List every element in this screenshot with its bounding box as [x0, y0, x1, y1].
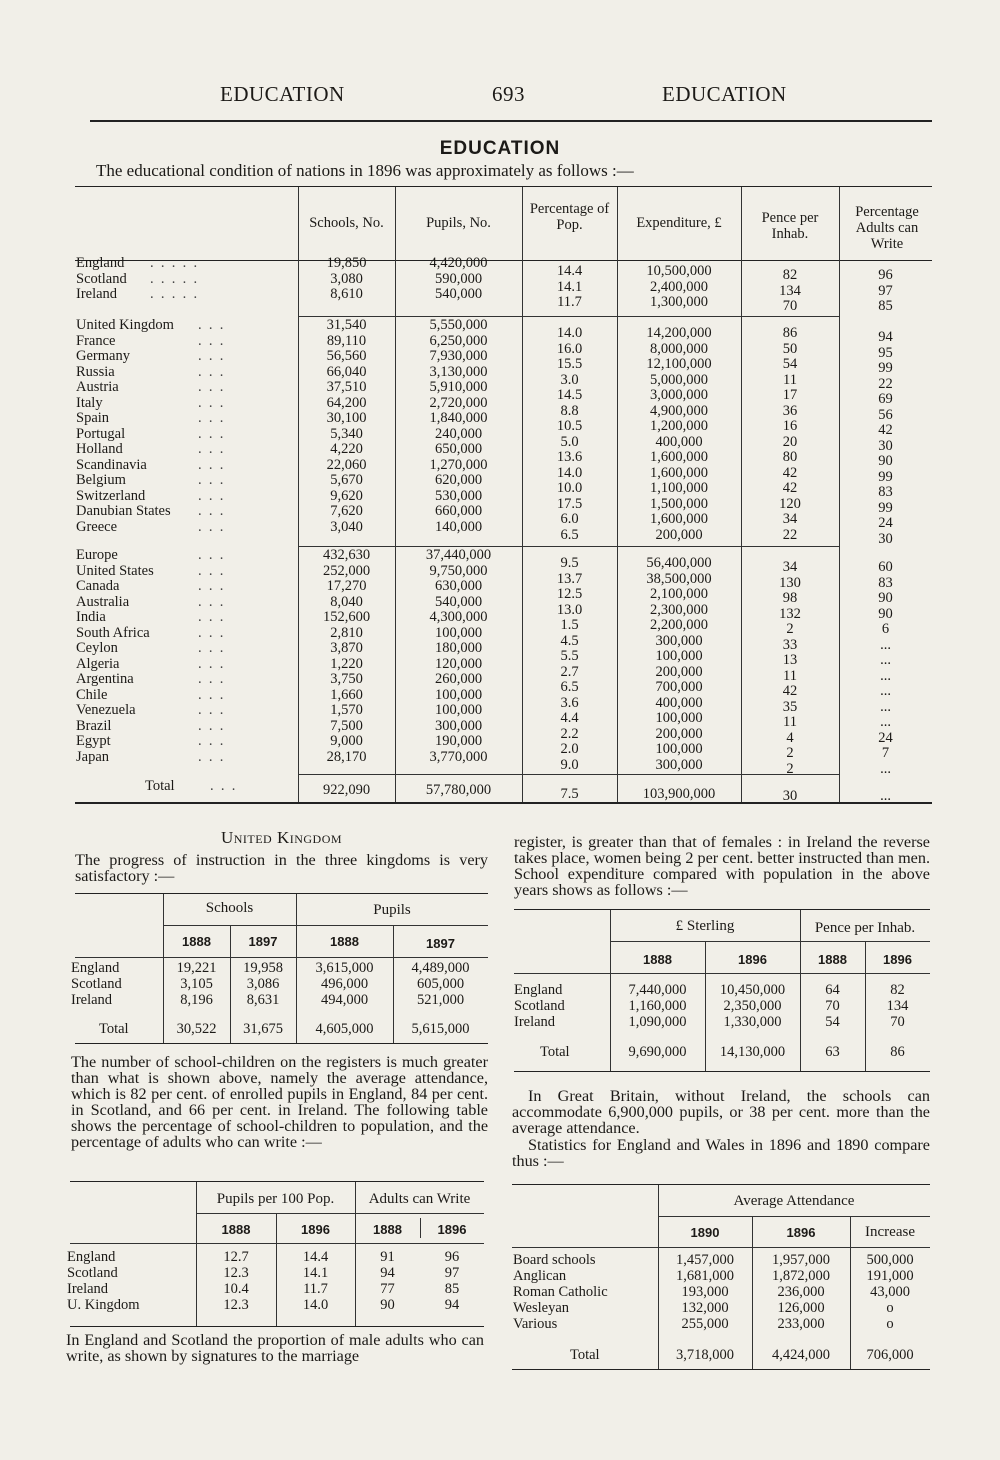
total-label: Total	[145, 778, 175, 794]
table3-top-rule	[514, 909, 930, 910]
row-label: Various	[513, 1316, 558, 1332]
row-label: Total	[99, 1021, 129, 1037]
table-cell: 19,958	[243, 960, 283, 976]
right-paragraph-1: register, is greater than that of females : in Ireland the reverse takes place, women being 2 per cent. better instructed than men. School expenditure compared with population in the above years shows as follows :—	[514, 833, 930, 899]
right-paragraph-3: Statistics for England and Wales in 1896 and 1890 compare thus :—	[512, 1136, 930, 1170]
write-group3: 60 83 90 90 6 ... ... ... ... ... ... 24 7 ...	[878, 559, 893, 777]
exp-group2: 14,200,000 8,000,000 12,100,000 5,000,000 3,000,000 4,900,000 1,200,000 400,000 1,600,000 1,600,000 1,100,000 1,500,000 1,600,000 200,000	[646, 325, 712, 543]
t4-increase-header: Increase	[865, 1224, 915, 1240]
write-group1: 96 97 85	[878, 267, 893, 314]
pence-group1: 82 134 70	[779, 267, 801, 314]
pence-group2: 86 50 54 11 17 36 16 20 80 42 42 120 34 22	[779, 325, 801, 543]
row-label: Wesleyan	[513, 1300, 570, 1316]
table-top-rule	[75, 186, 932, 187]
table-cell: 1,090,000	[628, 1014, 687, 1030]
right-paragraph-2: In Great Britain, without Ireland, the schools can accommodate 6,900,000 pupils, or 38 per cent. more than the average attendance.	[512, 1087, 930, 1137]
pupils-group1: 4,420,000 590,000 540,000	[429, 255, 488, 302]
table-cell: 500,000	[866, 1252, 914, 1268]
t4-rule	[658, 1216, 930, 1217]
t1-rule	[163, 925, 488, 926]
table-cell: 255,000	[681, 1316, 729, 1332]
page-number: 693	[492, 82, 525, 106]
t2-group-adults: Adults can Write	[368, 1191, 471, 1207]
table-cell: 94	[380, 1265, 395, 1281]
table-cell: 12.3	[223, 1265, 249, 1281]
total-write: ...	[880, 788, 891, 804]
table-cell: 521,000	[416, 992, 465, 1008]
table-cell: 5,615,000	[411, 1021, 470, 1037]
row-label: Total	[540, 1044, 570, 1060]
write-group2: 94 95 99 22 69 56 42 30 90 99 83 99 24 30	[878, 329, 893, 547]
row-label: U. Kingdom	[67, 1297, 140, 1313]
t2-year: 1888	[221, 1222, 251, 1237]
group-rule	[298, 316, 839, 317]
table-cell: 1,957,000	[772, 1252, 830, 1268]
table2-top-rule	[70, 1181, 484, 1182]
table-cell: 90	[380, 1297, 395, 1313]
table-cell: 132,000	[681, 1300, 729, 1316]
table-cell: 2,350,000	[723, 998, 782, 1014]
uk-heading: United Kingdom	[220, 828, 343, 847]
table-cell: 496,000	[320, 976, 369, 992]
country-names-group1: England Scotland Ireland	[76, 255, 127, 302]
group-rule	[298, 546, 839, 547]
row-label: Ireland	[67, 1281, 109, 1297]
table-cell: 70	[890, 1014, 905, 1030]
table-cell: 10,450,000	[719, 982, 786, 998]
uk-paragraph: The number of school-children on the registers is much greater than what is shown above, namely the average attendance, which is 82 per cent. of enrolled pupils in England, 84 per cent. in Scotland, and 66 per cent. in Ireland. The following table shows the percentage of school-children to population, and the percentage of adults who can write :—	[71, 1053, 488, 1151]
table-cell: 54	[825, 1014, 840, 1030]
table-cell: 91	[380, 1249, 395, 1265]
pct-group3: 9.5 13.7 12.5 13.0 1.5 4.5 5.5 2.7 6.5 3.6 4.4 2.2 2.0 9.0	[556, 555, 583, 773]
table-cell: 97	[444, 1265, 460, 1281]
pct-group2: 14.0 16.0 15.5 3.0 14.5 8.8 10.5 5.0 13.6 14.0 10.0 17.5 6.0 6.5	[556, 325, 583, 543]
t4-rule	[512, 1247, 930, 1248]
leader-dots: . . . . . . . . . . . . . . .	[150, 255, 198, 302]
t2-year: 1888	[373, 1222, 402, 1237]
table-cell: 706,000	[866, 1347, 914, 1363]
table-cell: 96	[444, 1249, 460, 1265]
uk-intro: The progress of instruction in the three kingdoms is very satisfactory :—	[75, 851, 488, 885]
exp-group3: 56,400,000 38,500,000 2,100,000 2,300,000 2,200,000 300,000 100,000 200,000 700,000 400,000 100,000 200,000 100,000 300,000	[646, 555, 712, 773]
t3-rule	[514, 973, 930, 974]
running-head-left: EDUCATION	[220, 82, 345, 106]
table-cell: 77	[380, 1281, 395, 1297]
table-cell: o	[886, 1300, 894, 1316]
t1-group-schools: Schools	[205, 900, 254, 916]
total-pct: 7.5	[560, 786, 579, 802]
table-cell: o	[886, 1316, 894, 1332]
row-label: Ireland	[71, 992, 113, 1008]
leader-dots: . . .	[210, 778, 236, 794]
t1-group-pupils: Pupils	[373, 902, 411, 918]
t2-year: 1896	[301, 1222, 330, 1237]
table-cell: 30,522	[176, 1021, 217, 1037]
pence-group3: 34 130 98 132 2 33 13 11 42 35 11 4 2 2	[779, 559, 801, 777]
col-header-pence: Pence per Inhab.	[761, 210, 819, 242]
t3-year: 1896	[738, 952, 767, 967]
header-rule	[90, 120, 932, 122]
table-cell: 7,440,000	[628, 982, 687, 998]
t3-bottom-rule	[514, 1071, 930, 1072]
table-cell: 86	[890, 1044, 905, 1060]
table-cell: 12.7	[223, 1249, 249, 1265]
table-cell: 11.7	[303, 1281, 328, 1297]
total-schools: 922,090	[322, 782, 371, 798]
leader-dots: . . . . . . . . . . . . . . . . . . . . . . . . . . . . . . . . . . . . . . . . . .	[198, 547, 224, 765]
table-cell: 3,086	[246, 976, 280, 992]
country-names	[76, 256, 127, 303]
schools-group2: 31,540 89,110 56,560 66,040 37,510 64,200 30,100 5,340 4,220 22,060 5,670 9,620 7,620 3,040	[326, 317, 367, 535]
col-header-adults-write: Percentage Adults can Write	[855, 204, 919, 252]
table-cell: 9,690,000	[628, 1044, 687, 1060]
t1-year: 1897	[426, 936, 455, 951]
country-names-group2: United Kingdom France Germany Russia Austria Italy Spain Portugal Holland Scandinavia Belgium Switzerland Danubian States Greece	[76, 317, 174, 535]
pct-group1: 14.4 14.1 11.7	[556, 263, 583, 310]
table-cell: 43,000	[870, 1284, 910, 1300]
table-cell: 63	[825, 1044, 840, 1060]
table-cell: 605,000	[416, 976, 465, 992]
row-label: Roman Catholic	[513, 1284, 608, 1300]
table-cell: 233,000	[777, 1316, 825, 1332]
row-label: England	[71, 960, 120, 976]
table-cell: 1,330,000	[723, 1014, 782, 1030]
t4-bottom-rule	[512, 1369, 930, 1370]
page-title: EDUCATION	[439, 138, 561, 159]
table-cell: 4,605,000	[315, 1021, 374, 1037]
t2-group-pupils: Pupils per 100 Pop.	[216, 1191, 335, 1207]
leader-dots: . . . . . . . . . . . . . . . . . . . . . . . . . . . . . . . . . . . . . . . . . .	[198, 317, 224, 535]
row-label: Scotland	[67, 1265, 118, 1281]
table4-top-rule	[512, 1184, 930, 1185]
t3-group-pence: Pence per Inhab.	[814, 920, 916, 936]
table-cell: 14,130,000	[719, 1044, 786, 1060]
t4-year: 1890	[690, 1225, 720, 1240]
table-cell: 8,631	[246, 992, 280, 1008]
t4-group: Average Attendance	[733, 1193, 855, 1209]
row-label: Ireland	[514, 1014, 556, 1030]
row-label: Scotland	[514, 998, 565, 1014]
t4-year: 1896	[786, 1225, 816, 1240]
t3-year: 1896	[883, 952, 912, 967]
t3-rule	[610, 941, 930, 942]
row-label: Scotland	[71, 976, 122, 992]
t1-bottom-rule	[75, 1043, 488, 1044]
col-header-schools: Schools, No.	[309, 215, 384, 231]
table-cell: 1,681,000	[676, 1268, 734, 1284]
row-label: England	[514, 982, 563, 998]
uk-paragraph-2: In England and Scotland the proportion of male adults who can write, as shown by signatures to the marriage	[66, 1331, 484, 1365]
table-cell: 3,718,000	[676, 1347, 734, 1363]
row-label: Anglican	[513, 1268, 567, 1284]
schools-group3: 432,630 252,000 17,270 8,040 152,600 2,810 3,870 1,220 3,750 1,660 1,570 7,500 9,000 28,170	[322, 547, 371, 765]
t1-year: 1888	[182, 934, 211, 949]
t1-year: 1897	[248, 934, 278, 949]
country-names-group3: Europe United States Canada Australia India South Africa Ceylon Algeria Argentina Chile Venezuela Brazil Egypt Japan	[76, 547, 154, 765]
table-cell: 82	[890, 982, 905, 998]
t2-year: 1896	[437, 1222, 467, 1237]
table-cell: 134	[886, 998, 909, 1014]
col-header-percentage: Percentage of Pop.	[529, 201, 610, 233]
t3-year: 1888	[818, 952, 847, 967]
table-cell: 236,000	[777, 1284, 825, 1300]
table-cell: 1,872,000	[772, 1268, 830, 1284]
table-cell: 31,675	[243, 1021, 283, 1037]
exp-group1: 10,500,000 2,400,000 1,300,000	[646, 263, 712, 310]
t2-rule	[196, 1213, 484, 1214]
table-cell: 193,000	[681, 1284, 729, 1300]
pupils-group3: 37,440,000 9,750,000 630,000 540,000 4,300,000 100,000 180,000 120,000 260,000 100,000 100,000 300,000 190,000 3,770,000	[425, 547, 492, 765]
table-cell: 494,000	[320, 992, 369, 1008]
table-cell: 3,615,000	[315, 960, 374, 976]
table-cell: 8,196	[180, 992, 213, 1008]
t3-year: 1888	[643, 952, 672, 967]
table-cell: 85	[444, 1281, 460, 1297]
table-cell: 126,000	[777, 1300, 825, 1316]
t3-group-sterling: £ Sterling	[675, 918, 735, 934]
table-cell: 14.0	[302, 1297, 329, 1313]
table-cell: 1,160,000	[628, 998, 687, 1014]
table-cell: 70	[825, 998, 840, 1014]
t1-rule	[75, 957, 488, 958]
table-cell: 14.4	[302, 1249, 329, 1265]
table1-top-rule	[75, 893, 488, 894]
t2-rule	[70, 1243, 484, 1244]
table-cell: 4,424,000	[772, 1347, 830, 1363]
row-label: England	[67, 1249, 116, 1265]
table-cell: 12.3	[223, 1297, 249, 1313]
intro-text: The educational condition of nations in 1896 was approximately as follows :—	[96, 161, 634, 180]
t1-year: 1888	[330, 934, 359, 949]
table-cell: 19,221	[176, 960, 217, 976]
table-cell: 4,489,000	[411, 960, 470, 976]
table-cell: 191,000	[866, 1268, 914, 1284]
table-cell: 1,457,000	[676, 1252, 734, 1268]
row-label: Board schools	[513, 1252, 596, 1268]
schools-group1: 19,850 3,080 8,610	[326, 255, 367, 302]
running-head-right: EDUCATION	[662, 82, 787, 106]
row-label: Total	[570, 1347, 600, 1363]
total-pence: 30	[782, 788, 798, 804]
table-cell: 3,105	[180, 976, 213, 992]
pupils-group2: 5,550,000 6,250,000 7,930,000 3,130,000 5,910,000 2,720,000 1,840,000 240,000 650,000 1,270,000 620,000 530,000 660,000 140,000	[429, 317, 488, 535]
table-cell: 14.1	[302, 1265, 329, 1281]
table-cell: 64	[825, 982, 840, 998]
total-exp: 103,900,000	[642, 786, 716, 802]
table-cell: 10.4	[223, 1281, 249, 1297]
col-header-pupils: Pupils, No.	[426, 215, 491, 231]
col-header-expenditure: Expenditure, £	[636, 215, 722, 231]
table-cell: 94	[444, 1297, 460, 1313]
t2-bottom-rule	[70, 1326, 484, 1327]
total-pupils: 57,780,000	[425, 782, 492, 798]
